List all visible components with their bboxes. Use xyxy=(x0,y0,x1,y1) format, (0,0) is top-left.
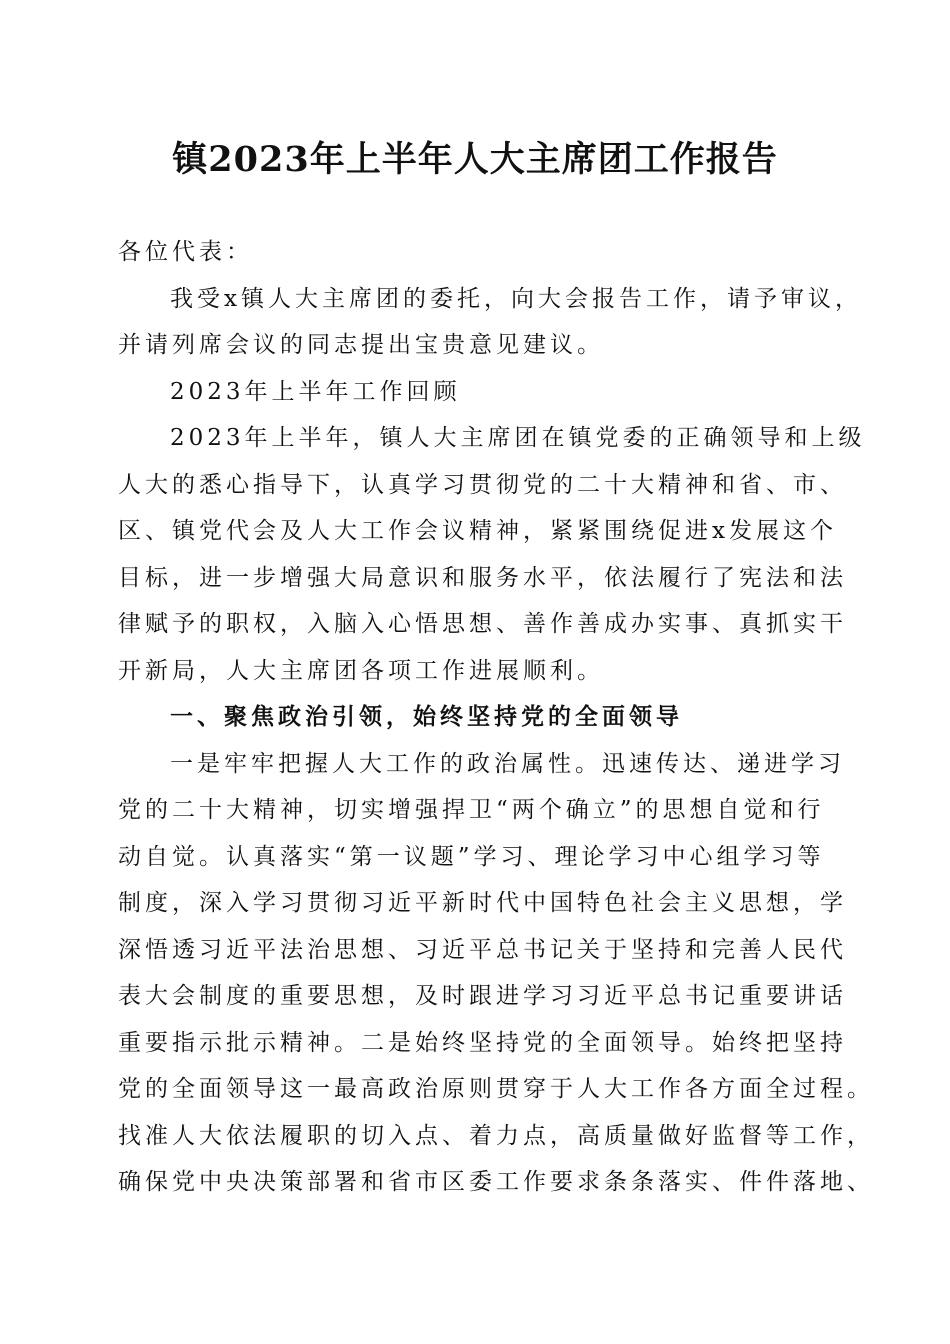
paragraph-line: 深悟透习近平法治思想、习近平总书记关于坚持和完善人民代 xyxy=(118,936,847,963)
salutation: 各位代表： xyxy=(118,239,253,265)
paragraph-line: 制度，深入学习贯彻习近平新时代中国特色社会主义思想，学 xyxy=(118,890,847,916)
paragraph-line: 确保党中央决策部署和省市区委工作要求条条落实、件件落地、 xyxy=(118,1169,874,1195)
section-heading: 2023年上半年工作回顾 xyxy=(170,378,461,405)
paragraph-line: 区、镇党代会及人大工作会议精神，紧紧围绕促进x发展这个 xyxy=(118,518,837,544)
paragraph-line: 一是牢牢把握人大工作的政治属性。迅速传达、递进学习 xyxy=(170,750,845,777)
paragraph-line: 表大会制度的重要思想，及时跟进学习习近平总书记重要讲话 xyxy=(118,983,847,1009)
paragraph-line: 目标，进一步增强大局意识和服务水平，依法履行了宪法和法 xyxy=(118,564,847,591)
paragraph-line: 动自觉。认真落实“第一议题”学习、理论学习中心组学习等 xyxy=(118,843,825,870)
paragraph-line: 找准人大依法履职的切入点、着力点，高质量做好监督等工作， xyxy=(118,1122,874,1149)
paragraph-line: 党的全面领导这一最高政治原则贯穿于人大工作各方面全过程。 xyxy=(118,1076,874,1102)
paragraph-line: 重要指示批示精神。二是始终坚持党的全面领导。始终把坚持 xyxy=(118,1029,847,1056)
document-title: 镇2023年上半年人大主席团工作报告 xyxy=(172,139,778,180)
paragraph-line: 人大的悉心指导下，认真学习贯彻党的二十大精神和省、市、 xyxy=(118,471,847,498)
paragraph-line: 并请列席会议的同志提出宝贵意见建议。 xyxy=(118,332,604,358)
paragraph-line: 党的二十大精神，切实增强捍卫“两个确立”的思想自觉和行 xyxy=(118,797,825,823)
paragraph-line: 我受x镇人大主席团的委托，向大会报告工作，请予审议， xyxy=(170,285,862,312)
paragraph-line: 2023年上半年，镇人大主席团在镇党委的正确领导和上级 xyxy=(170,425,866,451)
subheading: 一、聚焦政治引领，始终坚持党的全面领导 xyxy=(170,703,683,730)
document-body xyxy=(118,229,874,1206)
paragraph-line: 开新局，人大主席团各项工作进展顺利。 xyxy=(118,657,604,684)
paragraph-line: 律赋予的职权，入脑入心悟思想、善作善成办实事、真抓实干 xyxy=(118,611,847,637)
